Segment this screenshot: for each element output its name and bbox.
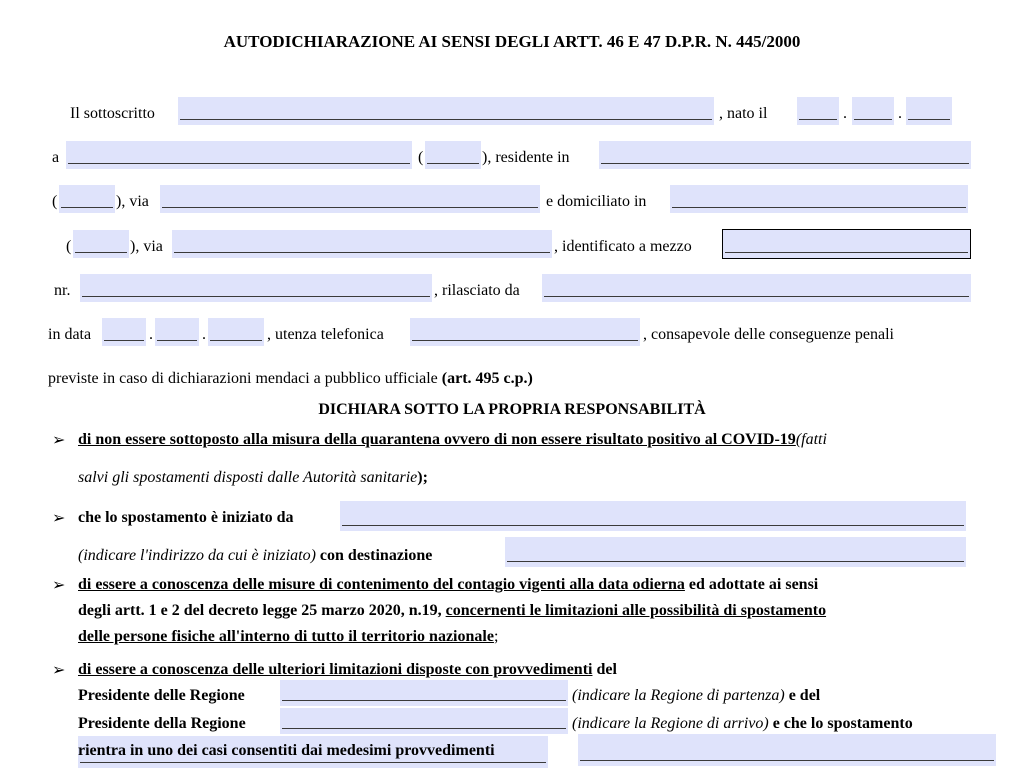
phone-field[interactable] (410, 318, 640, 346)
birth-month-field[interactable] (852, 97, 894, 125)
text-previste (48, 369, 533, 389)
label-nr: nr. (54, 282, 71, 299)
text-art-495: (art. 495 c.p.) (441, 370, 533, 387)
date-separator: . (898, 105, 902, 122)
item4-rientra: rientra in uno dei casi consentiti dai medesimi provvedimenti (78, 742, 495, 759)
issued-by-field[interactable] (542, 274, 971, 302)
bullet-arrow-icon: ➢ (52, 575, 66, 594)
date-separator: . (202, 326, 206, 343)
domicile-field[interactable] (670, 185, 968, 213)
document-number-field[interactable] (80, 274, 432, 302)
birth-year-field[interactable] (906, 97, 952, 125)
item4-edel: e del (784, 687, 821, 704)
issue-day-field[interactable] (102, 318, 146, 346)
item2-text: che lo spostamento è iniziato da (78, 509, 294, 526)
text-previste-body: previste in caso di dichiarazioni mendaci a pubblico ufficiale (48, 370, 438, 387)
item1-line1 (78, 430, 827, 450)
label-via: ), via (116, 193, 149, 210)
item4-line2-tail (572, 686, 820, 706)
label-rilasciato: , rilasciato da (434, 282, 520, 299)
item1-close: ); (417, 469, 428, 486)
birth-province-field[interactable] (425, 141, 481, 169)
arrival-region-field[interactable] (280, 708, 568, 734)
issue-year-field[interactable] (208, 318, 264, 346)
item3-u2: concernenti le limitazioni alle possibilità di spostamento (445, 602, 827, 619)
item4-pres2: Presidente della Regione (78, 715, 246, 732)
item4-line1 (78, 660, 617, 680)
issue-month-field[interactable] (155, 318, 199, 346)
id-document-field[interactable] (722, 229, 971, 259)
residence-province-field[interactable] (59, 185, 115, 213)
dichiara-heading: DICHIARA SOTTO LA PROPRIA RESPONSABILITÀ (318, 401, 706, 418)
label-in-data: in data (48, 326, 92, 343)
bullet-arrow-icon: ➢ (52, 430, 66, 449)
item4-hint1: (indicare la Regione di partenza) (572, 687, 785, 704)
destination-field[interactable] (505, 537, 966, 567)
item4-spost: e che lo spostamento (768, 715, 913, 732)
paren-open: ( (52, 193, 58, 210)
label-consapevole: , consapevole delle conseguenze penali (643, 326, 894, 343)
item1-bold: di non essere sottoposto alla misura della quarantena ovvero di non essere risultato positivo al COVID-19 (78, 431, 796, 448)
item1-italic-b: salvi gli spostamenti disposti dalle Autorità sanitarie (78, 469, 418, 486)
domicile-province-field[interactable] (73, 230, 129, 258)
item3-line1 (78, 575, 818, 595)
domicile-street-field[interactable] (172, 230, 552, 258)
item1-italic-a: (fatti (795, 431, 827, 448)
residence-street-field[interactable] (160, 185, 540, 213)
label-identificato: , identificato a mezzo (554, 238, 692, 255)
item4-del: del (592, 661, 617, 678)
birth-place-field[interactable] (66, 141, 412, 169)
item4-hint2: (indicare la Regione di arrivo) (572, 715, 769, 732)
item4-line3-tail (572, 714, 913, 734)
birth-day-field[interactable] (797, 97, 839, 125)
name-field[interactable] (178, 97, 714, 125)
label-domiciliato: e domiciliato in (546, 193, 647, 210)
page-title: AUTODICHIARAZIONE AI SENSI DEGLI ARTT. 46 E 47 D.P.R. N. 445/2000 (223, 32, 801, 51)
item4-u1: di essere a conoscenza delle ulteriori limitazioni disposte con provvedimenti (78, 661, 593, 678)
paren-open: ( (418, 149, 424, 166)
item3-t2: degli artt. 1 e 2 del decreto legge 25 marzo 2020, n.19, (78, 602, 442, 619)
item3-u1: di essere a conoscenza delle misure di contenimento del contagio vigenti alla data odierna (78, 576, 685, 593)
label-utenza: , utenza telefonica (267, 326, 384, 343)
date-separator: . (149, 326, 153, 343)
label-via: ), via (130, 238, 163, 255)
item3-u3: delle persone fisiche all'interno di tutto il territorio nazionale (78, 628, 494, 645)
item3-line3 (78, 627, 498, 647)
item3-t1: ed adottate ai sensi (684, 576, 819, 593)
label-sottoscritto: Il sottoscritto (70, 105, 155, 122)
departure-region-field[interactable] (280, 680, 568, 706)
item2-hint: (indicare l'indirizzo da cui è iniziato) (78, 547, 316, 564)
item2-line2 (78, 546, 432, 566)
allowed-case-field[interactable] (578, 734, 996, 766)
bullet-arrow-icon: ➢ (52, 660, 66, 679)
label-nato: , nato il (719, 105, 768, 122)
label-a: a (52, 149, 60, 166)
residence-field[interactable] (599, 141, 971, 169)
bullet-arrow-icon: ➢ (52, 508, 66, 527)
item2-destinazione: con destinazione (315, 547, 433, 564)
paren-open: ( (66, 238, 72, 255)
label-residente: ), residente in (482, 149, 570, 166)
item4-pres1: Presidente delle Regione (78, 687, 245, 704)
origin-address-field[interactable] (340, 501, 966, 531)
item3-line2 (78, 601, 826, 621)
date-separator: . (843, 105, 847, 122)
item1-line2 (78, 468, 428, 488)
item3-end: ; (493, 628, 499, 645)
